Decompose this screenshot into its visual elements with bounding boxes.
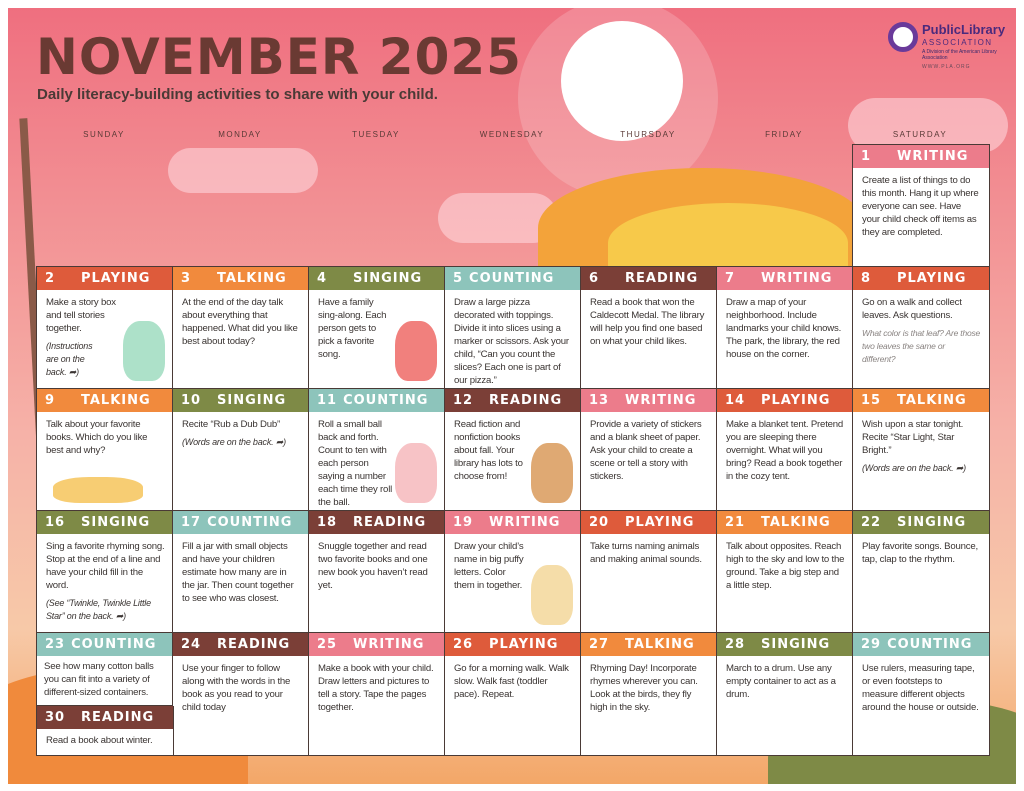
activity-category: TALKING (897, 393, 967, 408)
day-cell-7 (716, 266, 854, 390)
activity-text: Read a book that won the Caldecott Medal. The library will help you find one based on what your child likes. (590, 297, 705, 347)
day-cell-27 (580, 632, 718, 756)
day-number: 25 (317, 637, 338, 652)
activity-text: Talk about your favorite books. Which do you like best and why? (46, 419, 148, 456)
activity-category: SINGING (761, 637, 831, 652)
day-number: 5 (453, 271, 464, 286)
day-header (173, 633, 309, 656)
day-number: 24 (181, 637, 202, 652)
day-cell-25 (308, 632, 446, 756)
day-header (853, 511, 989, 534)
owl-illustration (395, 321, 437, 381)
activity-category: COUNTING (207, 515, 293, 530)
day-cell-21 (716, 510, 854, 634)
activity-text: Play favorite songs. Bounce, tap, clap to the rhythm. (862, 541, 978, 565)
activity-text: Go for a morning walk. Walk slow. Walk fast (toddler pace). Repeat. (454, 663, 569, 700)
day-number: 1 (861, 149, 872, 164)
day-header (445, 389, 581, 412)
activity-note: (Instructions are on the back. ➦) (46, 341, 93, 377)
activity-note: (Words are on the back. ➦) (862, 463, 966, 473)
day-header (717, 389, 853, 412)
bunny-illustration (531, 565, 573, 625)
day-cell-5 (444, 266, 582, 390)
activity-category: PLAYING (625, 515, 695, 530)
day-cell-14 (716, 388, 854, 512)
day-number: 6 (589, 271, 600, 286)
activity-category: TALKING (761, 515, 831, 530)
day-header (717, 511, 853, 534)
activity-text: Go on a walk and collect leaves. Ask questions. (862, 297, 962, 321)
day-header (445, 633, 581, 656)
day-cell-3 (172, 266, 310, 390)
day-number: 13 (589, 393, 610, 408)
activity-text: Have a family sing-along. Each person gets to pick a favorite song. (318, 297, 387, 360)
day-cell-2 (36, 266, 174, 390)
day-number: 18 (317, 515, 338, 530)
activity-text: Wish upon a star tonight. Recite “Star Light, Star Bright.” (862, 419, 964, 456)
day-cell-18 (308, 510, 446, 634)
activity-text: Roll a small ball back and forth. Count to ten with each person saying a number each time they roll the ball. (318, 419, 393, 508)
horse-illustration (531, 443, 573, 503)
day-header (853, 633, 989, 656)
day-header (37, 389, 173, 412)
day-number: 29 (861, 637, 882, 652)
day-cell-9 (36, 388, 174, 512)
day-header (717, 633, 853, 656)
day-header (37, 706, 173, 729)
day-cell-15 (852, 388, 990, 512)
day-cell-26 (444, 632, 582, 756)
activity-note: (See “Twinkle, Twinkle Little Star” on the back. ➦) (46, 598, 151, 621)
weekday-wednesday: WEDNESDAY (479, 130, 545, 139)
day-cell-11 (308, 388, 446, 512)
pig-illustration (395, 443, 437, 503)
activity-text: Read fiction and nonfiction books about fall. Your library has lots to choose from! (454, 419, 523, 482)
activity-category: WRITING (897, 149, 969, 164)
day-header (37, 633, 173, 656)
day-header (853, 267, 989, 290)
day-number: 30 (45, 710, 66, 725)
day-number: 2 (45, 271, 56, 286)
day-cell-8 (852, 266, 990, 390)
activity-text: Make a blanket tent. Pretend you are sleeping there overnight. What will you bring? Read a book together in the cozy tent. (726, 419, 844, 482)
activity-text: Make a story box and tell stories together. (46, 297, 116, 334)
day-header (445, 267, 581, 290)
weekday-tuesday: TUESDAY (352, 130, 400, 139)
day-cell-19 (444, 510, 582, 634)
activity-category: READING (217, 637, 291, 652)
activity-text: Make a book with your child. Draw letters and pictures to tell a story. Tape the pages together. (318, 663, 434, 713)
activity-category: PLAYING (489, 637, 559, 652)
activity-category: WRITING (353, 637, 425, 652)
logo-division: A Division of the American Library Association (922, 49, 997, 61)
day-number: 10 (181, 393, 202, 408)
cloud (168, 148, 318, 193)
day-header (309, 633, 445, 656)
sun (561, 21, 683, 141)
day-cell-16 (36, 510, 174, 634)
logo-url: WWW.PLA.ORG (922, 64, 971, 70)
activity-text: Talk about opposites. Reach high to the sky and low to the ground. Take a big step and a little step. (726, 541, 845, 591)
day-number: 8 (861, 271, 872, 286)
day-number: 16 (45, 515, 66, 530)
activity-category: WRITING (489, 515, 561, 530)
activity-category: PLAYING (897, 271, 967, 286)
day-number: 15 (861, 393, 882, 408)
activity-text: Fill a jar with small objects and have your children estimate how many are in the jar. Then count together to see who was closest. (182, 541, 294, 604)
logo-association: ASSOCIATION (922, 38, 993, 47)
day-cell-13 (580, 388, 718, 512)
day-number: 23 (45, 637, 66, 652)
day-header (581, 267, 717, 290)
activity-category: WRITING (761, 271, 833, 286)
weekday-friday: FRIDAY (765, 130, 803, 139)
activity-text: Read a book about winter. (46, 735, 153, 746)
activity-text: Draw a map of your neighborhood. Include landmarks your child knows. The park, the library, the red house on the corner. (726, 297, 842, 360)
day-number: 3 (181, 271, 192, 286)
page-subtitle: Daily literacy-building activities to share with your child. (37, 86, 438, 103)
weekday-sunday: SUNDAY (83, 130, 125, 139)
day-cell-22 (852, 510, 990, 634)
day-cell-6 (580, 266, 718, 390)
fish-illustration (53, 477, 143, 503)
activity-text: Sing a favorite rhyming song. Stop at the end of a line and have your child fill in the word. (46, 541, 165, 591)
activity-text: Draw a large pizza decorated with toppings. Divide it into slices using a marker or scissors. Ask your child, “Can you count the slices? Each one is part of our pizza.” (454, 297, 569, 386)
activity-category: WRITING (625, 393, 697, 408)
activity-category: PLAYING (81, 271, 151, 286)
activity-text: Draw your child’s name in big puffy letters. Color them in together. (454, 541, 524, 591)
day-header (581, 633, 717, 656)
activity-category: SINGING (217, 393, 287, 408)
activity-category: PLAYING (761, 393, 831, 408)
activity-text: See how many cotton balls you can fit into a variety of different-sized containers. (44, 661, 154, 698)
pla-logo-icon (888, 22, 918, 52)
activity-category: SINGING (81, 515, 151, 530)
day-header (37, 511, 173, 534)
day-header (581, 511, 717, 534)
activity-note: (Words are on the back. ➦) (182, 437, 286, 447)
day-cell-24 (172, 632, 310, 756)
activity-category: SINGING (353, 271, 423, 286)
day-number: 4 (317, 271, 328, 286)
activity-category: COUNTING (71, 637, 157, 652)
day-number: 20 (589, 515, 610, 530)
day-number: 11 (317, 393, 338, 408)
activity-text: At the end of the day talk about everything that happened. What did you like best about today? (182, 297, 298, 347)
day-header (445, 511, 581, 534)
day-number: 21 (725, 515, 746, 530)
day-number: 14 (725, 393, 746, 408)
day-number: 22 (861, 515, 882, 530)
activity-category: READING (81, 710, 155, 725)
activity-category: TALKING (217, 271, 287, 286)
day-number: 19 (453, 515, 474, 530)
activity-text: Use your finger to follow along with the words in the book as you read to your child today (182, 663, 291, 713)
day-cell-12 (444, 388, 582, 512)
activity-category: SINGING (897, 515, 967, 530)
day-cell-4 (308, 266, 446, 390)
day-header (173, 267, 309, 290)
day-cell-17 (172, 510, 310, 634)
activity-category: COUNTING (343, 393, 429, 408)
activity-text: Snuggle together and read two favorite books and one new book you haven’t read yet. (318, 541, 428, 591)
sloth-illustration (123, 321, 165, 381)
day-cell-28 (716, 632, 854, 756)
day-header (853, 145, 989, 168)
activity-text: Use rulers, measuring tape, or even footsteps to measure different objects around the house or outside. (862, 663, 979, 713)
day-number: 12 (453, 393, 474, 408)
weekday-monday: MONDAY (218, 130, 262, 139)
day-number: 7 (725, 271, 736, 286)
day-cell-23 (36, 632, 174, 706)
activity-text: Take turns naming animals and making animal sounds. (590, 541, 702, 565)
day-number: 27 (589, 637, 610, 652)
day-header (173, 511, 309, 534)
logo-name: PublicLibrary (922, 22, 1006, 37)
day-number: 28 (725, 637, 746, 652)
weekday-saturday: SATURDAY (892, 130, 948, 139)
activity-text: Recite “Rub a Dub Dub” (182, 419, 280, 430)
day-cell-20 (580, 510, 718, 634)
activity-category: READING (625, 271, 699, 286)
day-cell-29 (852, 632, 990, 756)
day-header (853, 389, 989, 412)
day-number: 9 (45, 393, 56, 408)
activity-text: March to a drum. Use any empty container to act as a drum. (726, 663, 836, 700)
activity-text: Provide a variety of stickers and a blank sheet of paper. Ask your child to create a scene or tell a story with stickers. (590, 419, 702, 482)
day-number: 26 (453, 637, 474, 652)
activity-note: What color is that leaf? Are those two leaves the same or different? (862, 328, 981, 364)
day-header (173, 389, 309, 412)
day-header (717, 267, 853, 290)
activity-category: COUNTING (887, 637, 973, 652)
day-header (309, 511, 445, 534)
day-cell-10 (172, 388, 310, 512)
day-header (309, 389, 445, 412)
activity-text: Rhyming Day! Incorporate rhymes wherever you can. Look at the birds, they fly high in the sky. (590, 663, 698, 713)
weekday-thursday: THURSDAY (620, 130, 676, 139)
activity-category: COUNTING (469, 271, 555, 286)
activity-category: READING (353, 515, 427, 530)
activity-category: READING (489, 393, 563, 408)
activity-category: TALKING (625, 637, 695, 652)
pla-logo (888, 22, 1008, 78)
day-header (581, 389, 717, 412)
day-header (37, 267, 173, 290)
day-number: 17 (181, 515, 202, 530)
activity-category: TALKING (81, 393, 151, 408)
activity-text: Create a list of things to do this month. Hang it up where everyone can see. Have your child check off items as they are completed. (862, 175, 979, 238)
day-cell-30 (36, 706, 174, 756)
page-title: NOVEMBER 2025 (36, 28, 522, 86)
day-cell-1 (852, 144, 990, 268)
day-header (309, 267, 445, 290)
